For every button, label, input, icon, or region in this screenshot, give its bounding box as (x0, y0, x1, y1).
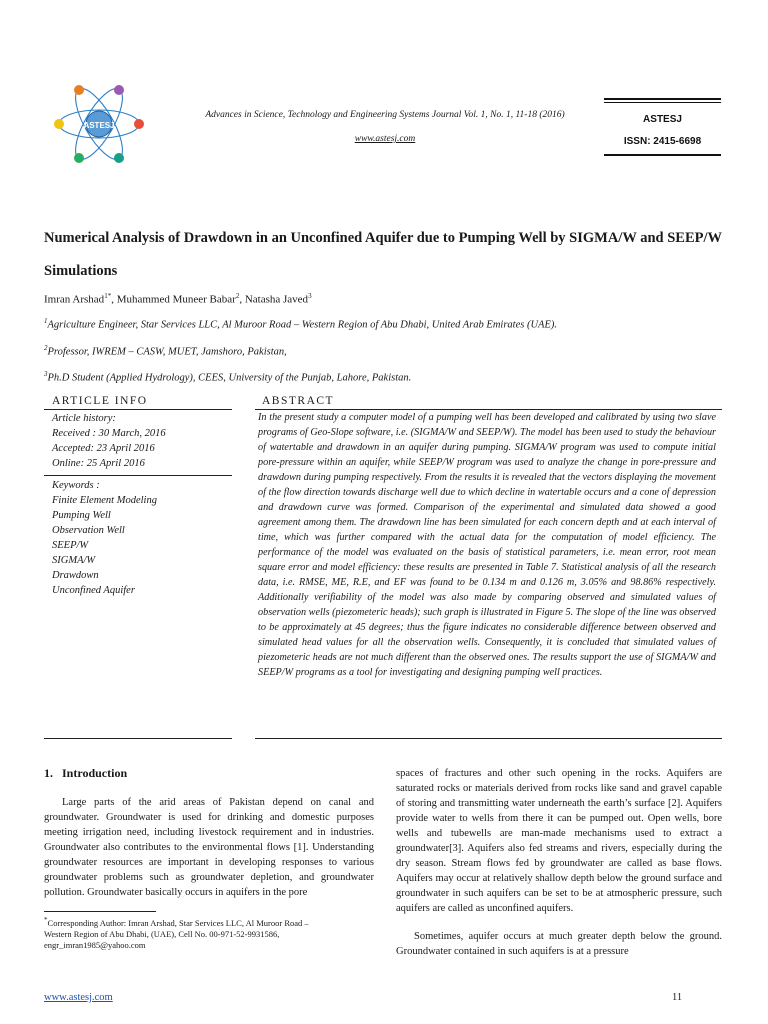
intro-paragraph: Sometimes, aquifer occurs at much greater depth below the ground. Groundwater contained in such aquifers is at a pressure (396, 931, 722, 957)
keywords (52, 478, 157, 598)
keyword: Pumping Well (52, 510, 111, 521)
keyword: Drawdown (52, 570, 99, 581)
author: Muhammed Muneer Babar (116, 293, 236, 306)
logo-text: ASTESJ (83, 121, 115, 130)
brand-rule-top (604, 98, 721, 100)
section-heading: 1. Introduction (44, 766, 128, 780)
keyword: Finite Element Modeling (52, 495, 157, 506)
keywords-label: Keywords : (52, 480, 100, 491)
keyword: SIGMA/W (52, 555, 96, 566)
keyword: SEEP/W (52, 540, 89, 551)
issn: ISSN: 2415-6698 (623, 136, 702, 147)
author-list: Imran Arshad$^{1*}$, Muhammed Muneer Babar$^2$, Natasha Javed$^3$ (44, 292, 312, 306)
author: Natasha Javed (244, 293, 309, 306)
journal-citation: Advances in Science, Technology and Engineering Systems Journal Vol. 1, No. 1, 11-18 (2016) (205, 110, 565, 120)
footnote-rule (44, 911, 156, 912)
brand-rule-top-thin (604, 102, 721, 103)
intro-paragraph: Large parts of the arid areas of Pakistan depend on canal and groundwater. Groundwater is used for drinking and domestic purposes meeting irrigation need, including livestock requirement and in industries. Groundwater also contributes to the environmental flows [1]. Understanding groundwater resources are important in developing responses to various groundwater problems such as groundwater depletion, and groundwater pollution. Groundwater basically occurs in aquifers in the pore (44, 797, 374, 898)
affiliation: $^3$Ph.D Student (Applied Hydrology), CEES, University of the Punjab, Lahore, Pakistan. (44, 370, 412, 384)
brand-name: ASTESJ (643, 114, 682, 125)
affiliation: $^2$Professor, IWREM – CASW, MUET, Jamshoro, Pakistan, (44, 344, 287, 358)
journal-logo (50, 78, 148, 170)
brand-rule-bottom (604, 154, 721, 156)
corresponding-author-footnote: *Corresponding Author: Imran Arshad, Star Services LLC, Al Muroor Road – Western Region of Abu Dhabi, (UAE), Cell No. 00-971-52-9931586, engr_imran1985@yahoo.com (44, 916, 309, 950)
abstract-heading: ABSTRACT (262, 395, 335, 407)
info-rule (44, 475, 232, 476)
article-history: Article history: Received : 30 March, 2016 Accepted: 23 April 2016 Online: 25 April 2016 (52, 413, 166, 469)
paper-title: Numerical Analysis of Drawdown in an Unconfined Aquifer due to Pumping Well by SIGMA/W and SEEP/W Simulations (44, 230, 722, 279)
info-rule (44, 409, 232, 410)
footer-site-link[interactable]: www.astesj.com (44, 992, 113, 1003)
journal-site-link[interactable]: www.astesj.com (354, 134, 416, 144)
page-number: 11 (672, 992, 683, 1003)
article-info-heading: ARTICLE INFO (52, 395, 148, 407)
abstract-rule (255, 738, 722, 739)
keyword: Unconfined Aquifer (52, 585, 135, 596)
abstract-text: In the present study a computer model of a pumping well has been developed and calibrated by using two slave programs of Geo-Slope software, i.e. (SIGMA/W and SEEP/W). The model has been used to study the behaviour of watertable and drawdown in an aquifer during pumping. SIGMA/W program was used to compute initial pore-pressure within an aquifer, while SEEP/W program was used to analyze the change in pore-pressure and drawdown during pumping respectively. From the results it is revealed that the vectors displaying the movement of the flow direction towards discharge well due to which decline in watertable occurs and a cone of depression and drawdown curve was formed. Comparison of the experimental and simulated data showed a good agreement among them. The drawdown line has been simulated for each concern depth and at each interval of time, which was further compared with the actual data for the computation of model efficiency. The performance of the model was evaluated on the basis of statistical parameters, i.e. mean error, root mean square error and model efficiency: these results are presented in Table 7. Statistical analysis of all the research data, i.e. RMSE, ME, R.E, and EF was found to be 0.134 m and 0.126 m, 3.05% and 98.86% respectively. Additionally verifiability of the model was also made by comparing observed and simulated values of observation wells (piezometeric heads); such graph is illustrated in Figure 5. The slope of the line was observed to be approximately at 45 degrees; thus the figure indicates no considerable difference between observed and simulated head values for all the observation wells. Consequently, it is concluded that simulated values of piezometeric heads are not much different than the observed ones. The results support the use of SIGMA/W and SEEP/W programs as a tool for investigating and designing pumping well practices. (258, 412, 717, 678)
keyword: Observation Well (52, 525, 125, 536)
affiliation: $^1$Agriculture Engineer, Star Services LLC, Al Muroor Road – Western Region of Abu Dhabi, United Arab Emirates (UAE). (44, 317, 558, 331)
intro-paragraph-continued: spaces of fractures and other such opening in the rocks. Aquifers are saturated rocks or materials derived from rocks like sand and gravel capable of storing and transmitting water underneath the earth’s surface [2]. Aquifers provide water to wells from there it can be pumped out. Open wells, bore wells and tubewells are man-made mechanisms used to extract a groundwater[3]. Aquifers also fed streams and rivers, especially during the dry season. Stream flows fed by groundwater are called as base flows. Aquifers may occur at relatively shallow depth below the ground surface and groundwater in such aquifers can be set to be at atmospheric pressure, such aquifers are called as unconfined aquifers. (396, 768, 722, 914)
info-rule (44, 738, 232, 739)
author: Imran Arshad (44, 293, 105, 306)
